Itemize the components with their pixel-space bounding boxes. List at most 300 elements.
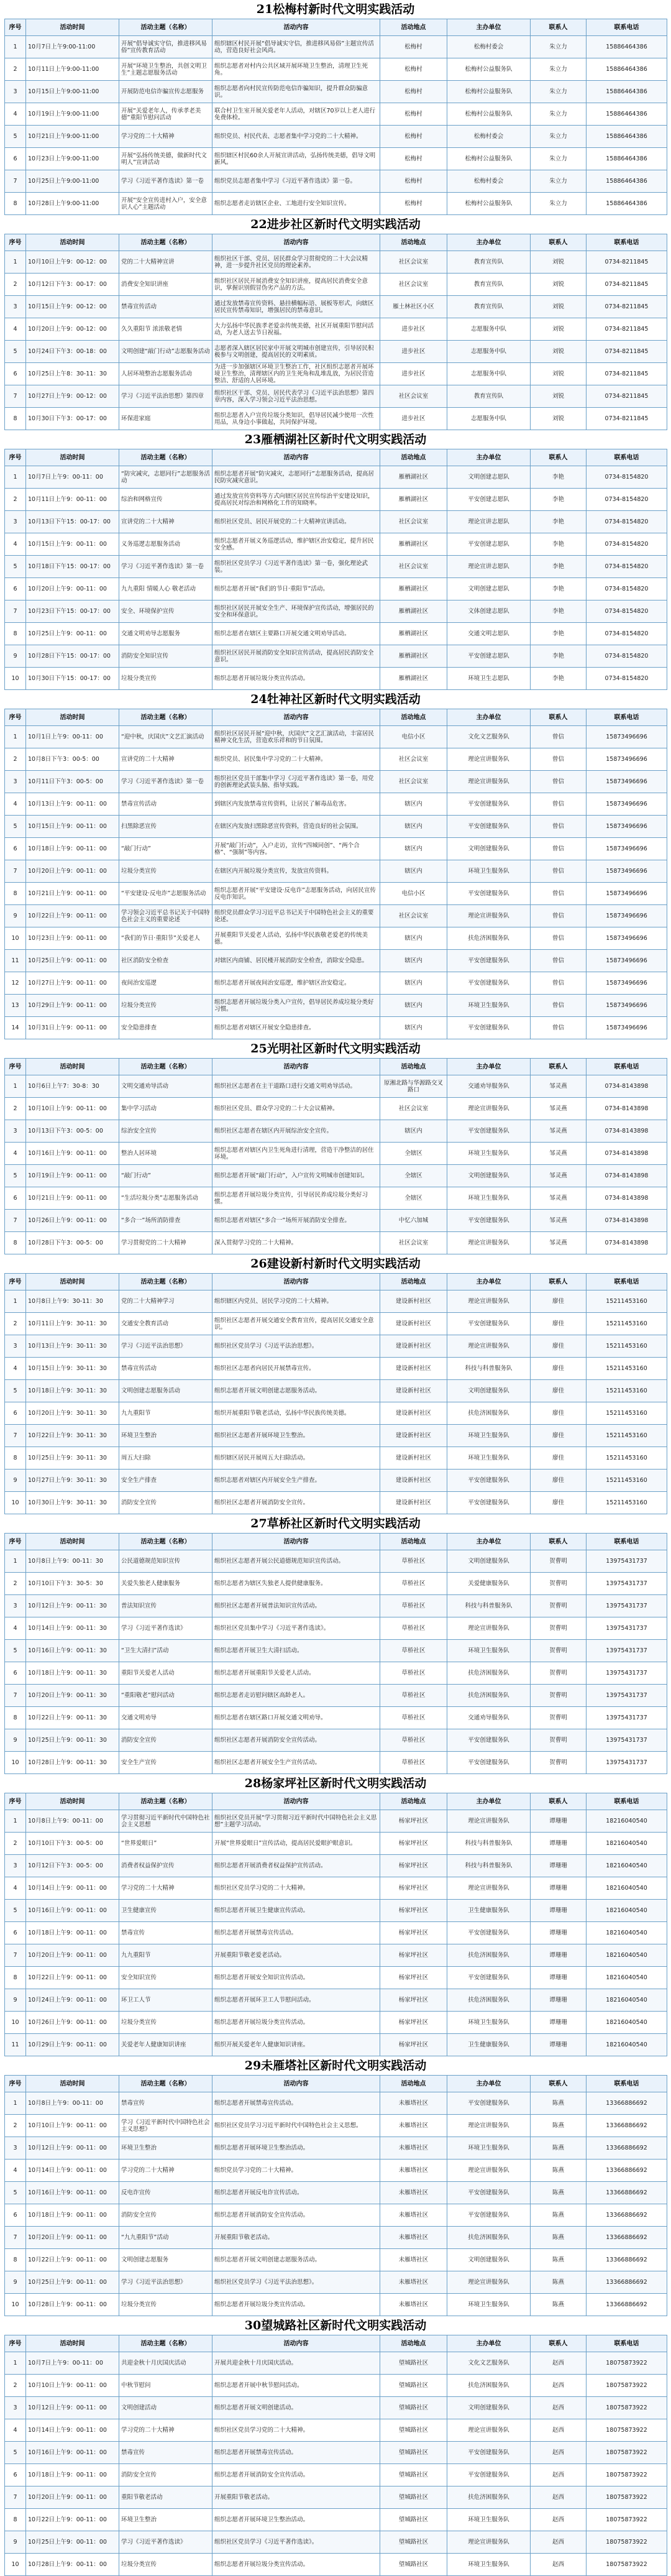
cell-index: 1 xyxy=(5,1810,26,1833)
cell-theme: 关爱失独老人健康服务 xyxy=(119,1573,212,1595)
cell-location: 建设新村社区 xyxy=(380,1492,447,1514)
cell-contact: 谭珊珊 xyxy=(531,1944,587,1967)
cell-content: 组织辖区内党员、居民学习党的二十大精神。 xyxy=(212,1290,380,1313)
header-col-content: 活动内容 xyxy=(212,2076,380,2092)
activity-table xyxy=(4,1533,667,1774)
cell-theme: 重阳节敬老活动 xyxy=(119,2486,212,2509)
cell-time: 10月15日上午9：00-11：00 xyxy=(26,816,119,838)
cell-location: 松梅村 xyxy=(380,81,447,103)
cell-location: 松梅村 xyxy=(380,103,447,126)
cell-content: 组织志愿者开展消费者权益保护宣传活动。 xyxy=(212,1855,380,1877)
cell-index: 6 xyxy=(5,1402,26,1425)
header-col-location: 活动地点 xyxy=(380,1059,447,1075)
table-row xyxy=(5,1833,667,1855)
cell-location: 辖区内 xyxy=(380,950,447,972)
section-title: 22进步社区新时代文明实践活动 xyxy=(250,218,421,231)
cell-index: 1 xyxy=(5,466,26,489)
cell-organizer: 文明创建志愿队 xyxy=(447,466,531,489)
table-row xyxy=(5,103,667,126)
cell-organizer: 理论宣讲服务队 xyxy=(447,2531,531,2554)
cell-organizer: 理论宣讲服务队 xyxy=(447,1098,531,1120)
header-col-theme: 活动主题（名称） xyxy=(119,1059,212,1075)
cell-organizer: 理论宣讲服务队 xyxy=(447,1877,531,1900)
cell-content: 组织志愿者开展“我们的节日·重阳节”活动。 xyxy=(212,578,380,600)
cell-phone: 15886464386 xyxy=(587,126,667,148)
section-title: 25光明社区新时代文明实践活动 xyxy=(250,1042,421,1056)
cell-index: 4 xyxy=(5,1358,26,1380)
table-row xyxy=(5,385,667,408)
cell-contact: 李艳 xyxy=(531,489,587,511)
cell-content: 组织党员、村民代表、志愿者集中学习党的二十大精神。 xyxy=(212,126,380,148)
cell-content: 组织志愿者开展文明创建志愿服务活动。 xyxy=(212,2249,380,2271)
cell-location: 社区会议室 xyxy=(380,556,447,578)
cell-organizer: 扶危济困服务队 xyxy=(447,927,531,950)
header-col-location: 活动地点 xyxy=(380,2076,447,2092)
cell-contact: 曾信 xyxy=(531,838,587,860)
header-col-organizer: 主办单位 xyxy=(447,1274,531,1290)
section xyxy=(0,1254,671,1514)
cell-theme: 学习《习近平法治思想》 xyxy=(119,2271,212,2294)
cell-index: 8 xyxy=(5,623,26,645)
cell-index: 1 xyxy=(5,1075,26,1098)
table-row xyxy=(5,193,667,215)
cell-phone: 13975431737 xyxy=(587,1595,667,1617)
cell-time: 10月22日上午9：00-11：30 xyxy=(26,1707,119,1729)
cell-organizer: 平安创建志愿队 xyxy=(447,645,531,668)
cell-theme: 重阳节关爱老人活动 xyxy=(119,1662,212,1685)
cell-content: 组织志愿者开展垃圾分类宣传，引导居民养成垃圾分类好习惯。 xyxy=(212,1187,380,1210)
table-row xyxy=(5,1075,667,1098)
header-col-contact: 联系人 xyxy=(531,2076,587,2092)
cell-phone: 15873496696 xyxy=(587,950,667,972)
cell-organizer: 扶危济困服务队 xyxy=(447,2227,531,2249)
cell-content: 组织志愿者对村内公共区域开展环境卫生整治，清理卫生死角。 xyxy=(212,58,380,81)
header-col-theme: 活动主题（名称） xyxy=(119,1534,212,1550)
cell-phone: 13366886692 xyxy=(587,2204,667,2227)
cell-content: 组织志愿者向村民宣传防范电信诈骗知识，提升群众防骗意识。 xyxy=(212,81,380,103)
cell-time: 10月10日上午9：00-11：00 xyxy=(26,2115,119,2137)
cell-phone: 18075873922 xyxy=(587,2352,667,2375)
cell-contact: 李艳 xyxy=(531,600,587,623)
cell-contact: 曾信 xyxy=(531,972,587,995)
activity-table xyxy=(4,709,667,1039)
cell-index: 14 xyxy=(5,1017,26,1039)
cell-content: 通过发放宣传资料等方式向辖区居民宣传综治平安建设知识，提高居民对综治和网格化工作的知晓率。 xyxy=(212,489,380,511)
cell-location: 望城路社区 xyxy=(380,2352,447,2375)
cell-theme: 禁毒宣传活动 xyxy=(119,793,212,816)
cell-contact: 赵西 xyxy=(531,2419,587,2442)
cell-time: 10月13日上午9：30-11：30 xyxy=(26,1335,119,1358)
cell-contact: 廖佳 xyxy=(531,1402,587,1425)
cell-organizer: 关爱健康服务队 xyxy=(447,1573,531,1595)
cell-organizer: 环境卫生服务队 xyxy=(447,995,531,1017)
header-col-content: 活动内容 xyxy=(212,709,380,726)
cell-index: 3 xyxy=(5,1595,26,1617)
table-row xyxy=(5,2034,667,2056)
cell-organizer: 平安创建服务队 xyxy=(447,1752,531,1774)
cell-phone: 15873496696 xyxy=(587,816,667,838)
table-row xyxy=(5,1447,667,1470)
cell-time: 10月16日上午9：00-11：00 xyxy=(26,1143,119,1165)
cell-phone: 0734-8154820 xyxy=(587,623,667,645)
table-row xyxy=(5,1402,667,1425)
cell-time: 10月25日上午8：30-11：30 xyxy=(26,363,119,385)
cell-theme: 交通安全教育活动 xyxy=(119,1313,212,1335)
table-row xyxy=(5,1358,667,1380)
cell-content: 组织志愿者开展垃圾分类宣传活动。 xyxy=(212,2012,380,2034)
cell-organizer: 理论宣讲志愿队 xyxy=(447,511,531,533)
cell-time: 10月19日上午9:00-11:00 xyxy=(26,103,119,126)
cell-contact: 赵西 xyxy=(531,2554,587,2576)
cell-index: 5 xyxy=(5,1165,26,1187)
table-row xyxy=(5,489,667,511)
table-row xyxy=(5,1335,667,1358)
cell-time: 10月16日上午9：00-11：00 xyxy=(26,2182,119,2204)
cell-content: 组织志愿者开展消防安全宣传活动。 xyxy=(212,2464,380,2486)
cell-content: 组织志愿者开展夜间治安巡逻，维护辖区治安稳定。 xyxy=(212,972,380,995)
cell-contact: 谭珊珊 xyxy=(531,2012,587,2034)
activity-table xyxy=(4,1793,667,2056)
table-row xyxy=(5,148,667,170)
cell-time: 10月13日上午9：00-11：00 xyxy=(26,793,119,816)
cell-organizer: 文明创建服务队 xyxy=(447,1380,531,1402)
cell-index: 2 xyxy=(5,274,26,296)
header-col-contact: 联系人 xyxy=(531,2335,587,2352)
cell-phone: 15873496696 xyxy=(587,995,667,1017)
table-row xyxy=(5,1313,667,1335)
table-row xyxy=(5,2509,667,2531)
cell-theme: 宣讲党的二十大精神 xyxy=(119,748,212,771)
activity-table xyxy=(4,1273,667,1514)
cell-theme: 文明创建活动 xyxy=(119,2397,212,2419)
cell-contact: 廖佳 xyxy=(531,1470,587,1492)
cell-time: 10月10日下午3：30-5：30 xyxy=(26,1573,119,1595)
header-col-time: 活动时间 xyxy=(26,1059,119,1075)
cell-location: 望城路社区 xyxy=(380,2531,447,2554)
cell-organizer: 平安创建服务队 xyxy=(447,2442,531,2464)
cell-time: 10月7日上午9：00-11：00 xyxy=(26,466,119,489)
header-row xyxy=(5,2076,667,2092)
cell-content: 组织志愿者为辖区失独老人提供健康服务。 xyxy=(212,1573,380,1595)
cell-organizer: 文化文艺服务队 xyxy=(447,726,531,748)
cell-index: 10 xyxy=(5,668,26,690)
cell-location: 未雁塔社区 xyxy=(380,2271,447,2294)
table-row xyxy=(5,2375,667,2397)
cell-theme: “卫生大清扫”活动 xyxy=(119,1640,212,1662)
cell-location: 建设新村社区 xyxy=(380,1447,447,1470)
cell-time: 10月24日下午3：00-18：00 xyxy=(26,341,119,363)
cell-theme: 开展防范电信诈骗宣传志愿服务 xyxy=(119,81,212,103)
cell-index: 3 xyxy=(5,771,26,793)
cell-content: 组织社区志愿者开展环境卫生整治。 xyxy=(212,1425,380,1447)
header-col-index: 序号 xyxy=(5,1274,26,1290)
table-row xyxy=(5,1165,667,1187)
cell-organizer: 环境卫生服务队 xyxy=(447,2509,531,2531)
cell-location: 未雁塔社区 xyxy=(380,2227,447,2249)
cell-organizer: 理论宣讲服务队 xyxy=(447,2115,531,2137)
header-col-contact: 联系人 xyxy=(531,234,587,251)
cell-organizer: 环境卫生服务队 xyxy=(447,1640,531,1662)
cell-time: 10月20日上午9：00-11：00 xyxy=(26,1944,119,1967)
cell-time: 10月30日上午9：30-11：30 xyxy=(26,1492,119,1514)
cell-phone: 13975431737 xyxy=(587,1662,667,1685)
cell-location: 社区会议室 xyxy=(380,1098,447,1120)
cell-index: 7 xyxy=(5,1425,26,1447)
table-row xyxy=(5,2160,667,2182)
cell-location: 辖区内 xyxy=(380,1017,447,1039)
header-row xyxy=(5,1793,667,1810)
cell-time: 10月15日上午9：00-12：00 xyxy=(26,296,119,318)
cell-phone: 18216040540 xyxy=(587,2034,667,2056)
table-row xyxy=(5,623,667,645)
cell-theme: 扫黑除恶宣传 xyxy=(119,816,212,838)
header-col-index: 序号 xyxy=(5,2335,26,2352)
table-row xyxy=(5,1877,667,1900)
cell-theme: 文明创建志愿服务 xyxy=(119,2249,212,2271)
cell-phone: 18216040540 xyxy=(587,2012,667,2034)
cell-content: 组织志愿者开展安全知识宣传活动。 xyxy=(212,1967,380,1989)
cell-time: 10月13日下午3：00-5：00 xyxy=(26,1120,119,1143)
cell-location: 杨家坪社区 xyxy=(380,1989,447,2012)
cell-theme: 学习《习近平著作选读》 xyxy=(119,2531,212,2554)
cell-theme: 垃圾分类宣传 xyxy=(119,995,212,1017)
cell-location: 草桥社区 xyxy=(380,1752,447,1774)
header-col-location: 活动地点 xyxy=(380,234,447,251)
cell-time: 10月18日下午15：00-17：00 xyxy=(26,556,119,578)
cell-location: 社区会议室 xyxy=(380,511,447,533)
cell-contact: 邹灵燕 xyxy=(531,1098,587,1120)
cell-content: 组织社区干部、党员、居民代表学习《习近平法治思想》第四章内容，深入学习领会习近平法治思想。 xyxy=(212,385,380,408)
cell-index: 2 xyxy=(5,1313,26,1335)
table-row xyxy=(5,1290,667,1313)
cell-phone: 15886464386 xyxy=(587,148,667,170)
cell-organizer: 平安创建志愿队 xyxy=(447,533,531,556)
table-row xyxy=(5,1752,667,1774)
cell-time: 10月25日上午9:00-11:00 xyxy=(26,170,119,193)
cell-theme: 安全知识宣传 xyxy=(119,1967,212,1989)
cell-index: 10 xyxy=(5,2294,26,2316)
cell-phone: 15211453160 xyxy=(587,1447,667,1470)
header-row xyxy=(5,709,667,726)
cell-organizer: 环境卫生服务队 xyxy=(447,1447,531,1470)
header-col-content: 活动内容 xyxy=(212,1274,380,1290)
cell-location: 未雁塔社区 xyxy=(380,2204,447,2227)
cell-location: 辖区内 xyxy=(380,1120,447,1143)
table-row xyxy=(5,2464,667,2486)
cell-location: 松梅村 xyxy=(380,170,447,193)
cell-theme: “平安建设·反电诈”志愿服务活动 xyxy=(119,883,212,905)
cell-contact: 赵西 xyxy=(531,2442,587,2464)
cell-contact: 谭珊珊 xyxy=(531,1855,587,1877)
cell-phone: 0734-8211845 xyxy=(587,274,667,296)
cell-contact: 朱立力 xyxy=(531,126,587,148)
cell-index: 6 xyxy=(5,1662,26,1685)
cell-content: 组织志愿者开展垃圾分类入户宣传，倡导居民养成垃圾分类好习惯。 xyxy=(212,995,380,1017)
cell-content: 组织社区党员、居民开展党的二十大精神宣讲活动。 xyxy=(212,511,380,533)
cell-contact: 谭珊珊 xyxy=(531,1877,587,1900)
header-col-phone: 联系电话 xyxy=(587,449,667,466)
cell-index: 7 xyxy=(5,1210,26,1232)
cell-index: 3 xyxy=(5,511,26,533)
cell-theme: 学习《习近平著作选读》第一卷 xyxy=(119,170,212,193)
table-row xyxy=(5,668,667,690)
cell-content: 组织社区干部、党员、居民群众学习贯彻党的二十大会议精神，进一步提升社区党员的理论素养。 xyxy=(212,251,380,274)
header-col-organizer: 主办单位 xyxy=(447,709,531,726)
cell-location: 望城路社区 xyxy=(380,2419,447,2442)
cell-contact: 赵西 xyxy=(531,2397,587,2419)
header-col-content: 活动内容 xyxy=(212,1534,380,1550)
table-row xyxy=(5,2137,667,2160)
cell-location: 松梅村 xyxy=(380,148,447,170)
cell-phone: 0734-8154820 xyxy=(587,489,667,511)
header-col-organizer: 主办单位 xyxy=(447,2335,531,2352)
header-col-index: 序号 xyxy=(5,1059,26,1075)
cell-organizer: 教育宣传队 xyxy=(447,251,531,274)
table-row xyxy=(5,600,667,623)
cell-content: 组织志愿者开展中秋节慰问活动。 xyxy=(212,2375,380,2397)
table-row xyxy=(5,2554,667,2576)
cell-location: 草桥社区 xyxy=(380,1573,447,1595)
cell-location: 建设新村社区 xyxy=(380,1402,447,1425)
cell-contact: 谭珊珊 xyxy=(531,1922,587,1944)
cell-organizer: 理论宣讲服务队 xyxy=(447,1810,531,1833)
cell-time: 10月22日上午9：00-11：00 xyxy=(26,2509,119,2531)
cell-phone: 15886464386 xyxy=(587,103,667,126)
cell-time: 10月20日上午9：00-11：00 xyxy=(26,2486,119,2509)
cell-contact: 陈燕 xyxy=(531,2204,587,2227)
cell-index: 6 xyxy=(5,2464,26,2486)
cell-phone: 0734-8143898 xyxy=(587,1075,667,1098)
section-title: 29未雁塔社区新时代文明实践活动 xyxy=(244,2059,427,2072)
cell-contact: 曾信 xyxy=(531,771,587,793)
cell-content: 组织志愿者对辖区内卫生死角进行清理，营造干净整洁的居住环境。 xyxy=(212,1143,380,1165)
cell-index: 7 xyxy=(5,170,26,193)
cell-index: 8 xyxy=(5,193,26,215)
cell-organizer: 扶危济困服务队 xyxy=(447,1989,531,2012)
table-row xyxy=(5,1425,667,1447)
cell-time: 10月20日上午9：00-11：00 xyxy=(26,2227,119,2249)
header-col-phone: 联系电话 xyxy=(587,709,667,726)
header-col-location: 活动地点 xyxy=(380,19,447,36)
cell-phone: 15873496696 xyxy=(587,905,667,927)
cell-contact: 陈燕 xyxy=(531,2137,587,2160)
cell-time: 10月11日下午3：00-5：00 xyxy=(26,771,119,793)
cell-phone: 15886464386 xyxy=(587,81,667,103)
cell-time: 10月14日上午9：00-11：30 xyxy=(26,1617,119,1640)
header-col-time: 活动时间 xyxy=(26,709,119,726)
cell-location: 辖区内 xyxy=(380,838,447,860)
table-row xyxy=(5,2182,667,2204)
cell-index: 4 xyxy=(5,103,26,126)
activity-table xyxy=(4,2075,667,2316)
cell-theme: 开展“环境卫生整治，共创文明卫生”主题志愿服务活动 xyxy=(119,58,212,81)
section-title: 30望城路社区新时代文明实践活动 xyxy=(244,2319,427,2332)
cell-contact: 廖佳 xyxy=(531,1380,587,1402)
section xyxy=(0,1774,671,2056)
table-row xyxy=(5,126,667,148)
cell-theme: 党的二十大精神学习 xyxy=(119,1290,212,1313)
cell-theme: “迎中秋，庆国庆”文艺汇演活动 xyxy=(119,726,212,748)
header-col-phone: 联系电话 xyxy=(587,1534,667,1550)
cell-contact: 刘锐 xyxy=(531,341,587,363)
cell-location: 松梅村 xyxy=(380,36,447,58)
cell-phone: 18216040540 xyxy=(587,1900,667,1922)
cell-index: 8 xyxy=(5,1707,26,1729)
cell-contact: 朱立力 xyxy=(531,193,587,215)
cell-organizer: 教育宣传队 xyxy=(447,385,531,408)
cell-time: 10月25日上午9：00-11：00 xyxy=(26,2271,119,2294)
cell-index: 2 xyxy=(5,1098,26,1120)
cell-location: 望城路社区 xyxy=(380,2397,447,2419)
table-row xyxy=(5,816,667,838)
cell-phone: 15211453160 xyxy=(587,1425,667,1447)
cell-index: 5 xyxy=(5,556,26,578)
cell-contact: 朱立力 xyxy=(531,81,587,103)
cell-theme: “九九重阳节”活动 xyxy=(119,2227,212,2249)
cell-organizer: 平安创建服务队 xyxy=(447,1017,531,1039)
cell-phone: 13366886692 xyxy=(587,2092,667,2115)
cell-phone: 18216040540 xyxy=(587,1922,667,1944)
cell-phone: 0734-8154820 xyxy=(587,645,667,668)
cell-contact: 曾信 xyxy=(531,1017,587,1039)
cell-phone: 0734-8154820 xyxy=(587,600,667,623)
cell-contact: 曾信 xyxy=(531,883,587,905)
table-row xyxy=(5,2397,667,2419)
cell-location: 雁栖湖社区 xyxy=(380,645,447,668)
cell-organizer: 平安创建服务队 xyxy=(447,883,531,905)
cell-location: 雁土林社区小区 xyxy=(380,296,447,318)
cell-time: 10月18日上午9：00-11：00 xyxy=(26,1922,119,1944)
cell-time: 10月18日上午9：30-11：30 xyxy=(26,1380,119,1402)
cell-organizer: 文明创建志愿队 xyxy=(447,578,531,600)
cell-location: 进步社区 xyxy=(380,318,447,341)
cell-location: 草桥社区 xyxy=(380,1662,447,1685)
cell-location: 未雁塔社区 xyxy=(380,2294,447,2316)
section xyxy=(0,2056,671,2316)
cell-content: 组织社区党员开展“学习贯彻习近平新时代中国特色社会主义思想”主题学习活动。 xyxy=(212,1810,380,1833)
cell-contact: 赵西 xyxy=(531,2352,587,2375)
cell-location: 杨家坪社区 xyxy=(380,1877,447,1900)
cell-location: 建设新村社区 xyxy=(380,1380,447,1402)
section xyxy=(0,1039,671,1254)
cell-time: 10月14日上午9：00-11：00 xyxy=(26,2419,119,2442)
cell-theme: 开展“倡导诚实守信，推进移风易俗”宣传教育活动 xyxy=(119,36,212,58)
cell-time: 10月28日上午9:00-11:00 xyxy=(26,193,119,215)
cell-content: 开展重阳节关爱老人活动，弘扬中华民族敬老爱老的传统美德。 xyxy=(212,927,380,950)
cell-index: 3 xyxy=(5,1855,26,1877)
cell-index: 4 xyxy=(5,2419,26,2442)
cell-theme: “敲门行动” xyxy=(119,838,212,860)
table-row xyxy=(5,363,667,385)
header-col-index: 序号 xyxy=(5,2076,26,2092)
cell-location: 雁栖湖社区 xyxy=(380,533,447,556)
cell-time: 10月25日上午9：00-11：00 xyxy=(26,2531,119,2554)
cell-contact: 赵西 xyxy=(531,2531,587,2554)
cell-contact: 赵西 xyxy=(531,2486,587,2509)
cell-theme: 文明创建志愿服务活动 xyxy=(119,1380,212,1402)
table-row xyxy=(5,1922,667,1944)
cell-time: 10月10日上午9：00-11：00 xyxy=(26,1098,119,1120)
cell-phone: 13366886692 xyxy=(587,2137,667,2160)
cell-theme: 学习《习近平法治思想》 xyxy=(119,1335,212,1358)
cell-time: 10月27日上午9：00-12：00 xyxy=(26,385,119,408)
cell-phone: 15873496696 xyxy=(587,793,667,816)
table-row xyxy=(5,793,667,816)
cell-time: 10月19日上午9：00-11：00 xyxy=(26,1165,119,1187)
cell-content: 组织社区志愿者开展安全生产宣传活动。 xyxy=(212,1752,380,1774)
cell-theme: 安全生产宣传 xyxy=(119,1752,212,1774)
table-row xyxy=(5,533,667,556)
